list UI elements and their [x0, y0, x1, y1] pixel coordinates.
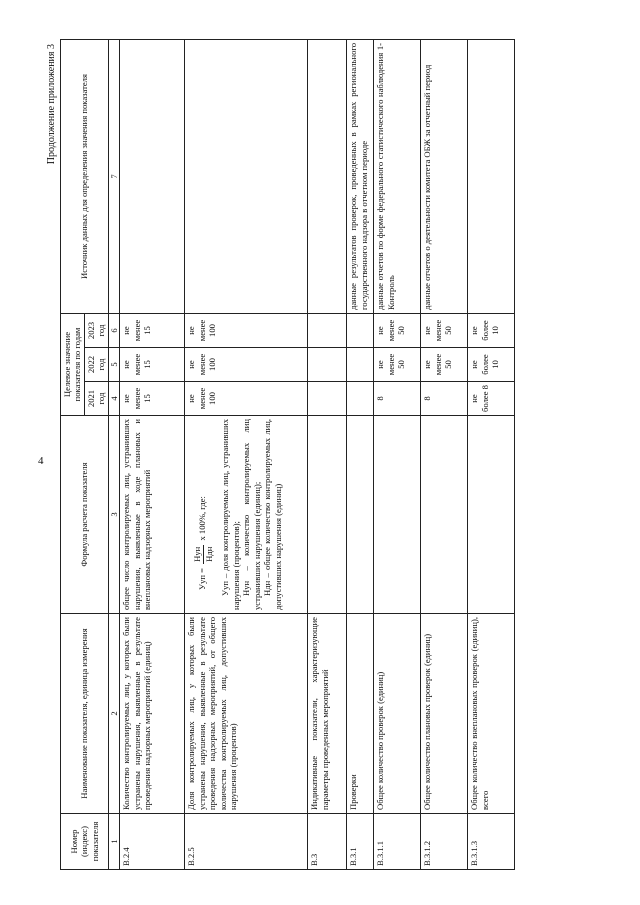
row-value-2021: 8: [374, 382, 421, 416]
row-source: данные отчетов по форме федерального статистического наблюдения 1-Контроль: [374, 40, 421, 314]
row-formula: [374, 416, 421, 614]
row-index: B.3: [308, 814, 347, 870]
formula-numerator: Нун: [192, 545, 203, 564]
column-index: 6: [108, 314, 119, 348]
row-value-2021: [308, 382, 347, 416]
formula-fraction: [192, 545, 214, 564]
column-index: 1: [108, 814, 119, 870]
row-source: данные отчетов о деятельности комитета ОБЖ за отчетный период: [421, 40, 468, 314]
table-row: [347, 40, 374, 870]
header-source: Источник данных для определения значения показателя: [61, 40, 109, 314]
row-value-2022: не более 10: [468, 348, 515, 382]
row-name: Доля контролируемых лиц, у которых были устранены нарушения, выявленные в результате проведения надзорных мероприятий, от общего количества контролируемых лиц, допустивших нарушения (процентов): [185, 614, 308, 814]
formula-explanation: Нун – количество контролируемых лиц устранивших нарушения (единиц);: [241, 419, 262, 610]
row-value-2022: не менее 50: [374, 348, 421, 382]
row-index: B.3.1: [347, 814, 374, 870]
column-index: 2: [108, 614, 119, 814]
row-source: данные результатов проверок, проведенных в рамках регионального государственного надзора в отчетном периоде: [347, 40, 374, 314]
column-index: 5: [108, 348, 119, 382]
formula-explanation: Ууп – доля контролируемых лиц, устранивших нарушения (процентов);: [220, 419, 241, 610]
header-name: Наименование показателя, единица измерения: [61, 614, 109, 814]
header-formula: Формула расчета показателя: [61, 416, 109, 614]
header-year-2023: 2023 год: [84, 314, 108, 348]
header-year-2022: 2022 год: [84, 348, 108, 382]
continuation-label: Продолжение приложения 3: [46, 44, 57, 165]
row-formula: [308, 416, 347, 614]
row-index: B.3.1.1: [374, 814, 421, 870]
row-value-2022: [308, 348, 347, 382]
row-value-2023: не менее 50: [421, 314, 468, 348]
header-year-2021: 2021 год: [84, 382, 108, 416]
row-name: Общее количество внеплановых проверок (единиц), всего: [468, 614, 515, 814]
column-index: 7: [108, 40, 119, 314]
row-name: Проверки: [347, 614, 374, 814]
header-row: [61, 40, 85, 870]
row-value-2021: не менее 15: [120, 382, 185, 416]
row-value-2021: [347, 382, 374, 416]
table-row: [421, 40, 468, 870]
row-value-2022: не менее 15: [120, 348, 185, 382]
row-name: Количество контролируемых лиц, у которых были устранены нарушения, выявленные в результате проведения надзорных мероприятий (единиц): [120, 614, 185, 814]
formula-denominator: Ндн: [203, 546, 214, 562]
row-source: [308, 40, 347, 314]
formula-rhs: x 100%, где:: [197, 496, 208, 541]
table-row: [308, 40, 347, 870]
header-target: Целевое значение показателя по годам: [61, 314, 85, 416]
row-name: Общее количество проверок (единиц): [374, 614, 421, 814]
row-index: B.3.1.3: [468, 814, 515, 870]
row-source: [120, 40, 185, 314]
table-row: [468, 40, 515, 870]
row-value-2022: не менее 100: [185, 348, 308, 382]
row-name: Индикативные показатели, характеризующие параметры проведенных мероприятий: [308, 614, 347, 814]
row-value-2023: не менее 50: [374, 314, 421, 348]
header-index: Номер (индекс) показателя: [61, 814, 109, 870]
row-index: B.2.5: [185, 814, 308, 870]
row-value-2021: 8: [421, 382, 468, 416]
formula-expression: [192, 419, 214, 590]
column-index: 4: [108, 382, 119, 416]
row-index: B.2.4: [120, 814, 185, 870]
formula-explanation: Ндн – общее количество контролируемых лиц, допустивших нарушения (единиц): [262, 419, 283, 610]
row-value-2021: не более 8: [468, 382, 515, 416]
row-value-2021: не менее 100: [185, 382, 308, 416]
row-value-2023: не более 10: [468, 314, 515, 348]
row-name: Общее количество плановых проверок (единиц): [421, 614, 468, 814]
row-value-2022: [347, 348, 374, 382]
row-formula: [185, 416, 308, 614]
page-number: 4: [38, 455, 44, 467]
row-source: [468, 40, 515, 314]
formula-lhs: Ууп =: [197, 568, 208, 590]
indicators-table: [60, 39, 515, 870]
row-value-2023: [347, 314, 374, 348]
row-value-2022: не менее 50: [421, 348, 468, 382]
table-row: [374, 40, 421, 870]
column-index: 3: [108, 416, 119, 614]
row-formula: [421, 416, 468, 614]
row-value-2023: не менее 15: [120, 314, 185, 348]
row-formula: [468, 416, 515, 614]
row-index: B.3.1.2: [421, 814, 468, 870]
row-value-2023: [308, 314, 347, 348]
row-formula: общее число контролируемых лиц, устранивших нарушения, выявленные в ходе плановых и внеплановых надзорных мероприятий: [120, 416, 185, 614]
row-value-2023: не менее 100: [185, 314, 308, 348]
rotated-table-area: [46, 40, 640, 870]
row-formula: [347, 416, 374, 614]
column-index-row: [108, 40, 119, 870]
table-row: [120, 40, 185, 870]
row-source: [185, 40, 308, 314]
table-row: [185, 40, 308, 870]
